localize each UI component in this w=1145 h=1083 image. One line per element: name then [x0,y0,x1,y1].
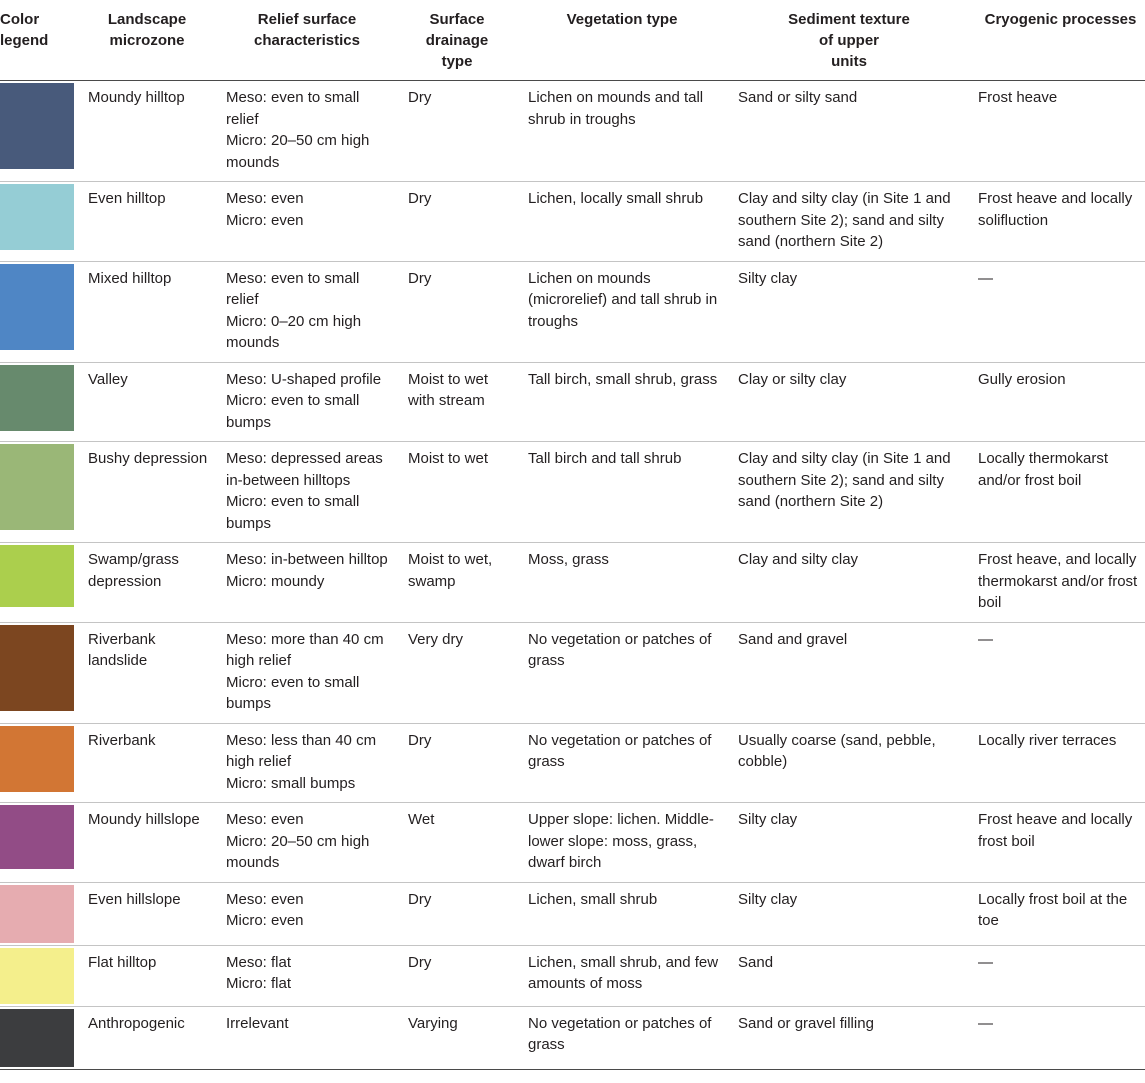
header-vegetation-type: Vegetation type [516,0,728,81]
color-swatch [0,625,74,711]
relief-line: Meso: even [226,811,304,828]
header-cryogenic-processes: Cryogenic processes [970,0,1145,81]
relief-line: Meso: depressed areas in-between hilltops [226,450,383,489]
vegetation-cell: Lichen, small shrub, and few amounts of moss [516,945,728,1006]
drainage-cell: Dry [398,945,516,1006]
sediment-cell: Sand or gravel filling [728,1006,970,1069]
relief-line: Meso: even to small relief [226,89,360,128]
drainage-cell: Moist to wet with stream [398,362,516,442]
relief-line: Micro: 0–20 cm high mounds [226,312,362,351]
sediment-cell: Sand and gravel [728,622,970,723]
table-row [0,622,1145,723]
sediment-cell: Silty clay [728,803,970,883]
color-legend-cell [0,182,78,262]
relief-cell [216,261,398,362]
table-row [0,803,1145,883]
sediment-cell: Silty clay [728,882,970,945]
relief-line: Micro: even to small bumps [226,493,360,532]
color-legend-cell [0,81,78,182]
drainage-cell: Moist to wet, swamp [398,543,516,623]
color-swatch [0,885,74,943]
relief-line: Meso: even [226,190,304,207]
relief-line: Micro: even to small bumps [226,392,360,431]
vegetation-cell: No vegetation or patches of grass [516,723,728,803]
color-legend-cell [0,1006,78,1069]
color-swatch [0,948,74,1004]
microzone-cell: Riverbank [78,723,216,803]
relief-cell [216,81,398,182]
color-legend-cell [0,945,78,1006]
microzone-cell: Mixed hilltop [78,261,216,362]
relief-cell [216,362,398,442]
table-row [0,882,1145,945]
drainage-cell: Dry [398,81,516,182]
drainage-cell: Dry [398,182,516,262]
sediment-cell: Clay and silty clay [728,543,970,623]
cryogenic-cell: Gully erosion [970,362,1145,442]
cryogenic-cell: — [970,622,1145,723]
color-legend-cell [0,442,78,543]
microzone-cell: Even hilltop [78,182,216,262]
table-row [0,945,1145,1006]
drainage-cell: Wet [398,803,516,883]
color-swatch [0,264,74,350]
color-swatch [0,545,74,607]
sediment-cell: Sand [728,945,970,1006]
microzone-cell: Valley [78,362,216,442]
vegetation-cell: Lichen, small shrub [516,882,728,945]
drainage-cell: Moist to wet [398,442,516,543]
vegetation-cell: Lichen, locally small shrub [516,182,728,262]
relief-line: Meso: more than 40 cm high relief [226,630,384,669]
header-color-legend: Color legend [0,0,78,81]
microzone-cell: Moundy hillslope [78,803,216,883]
sediment-cell: Silty clay [728,261,970,362]
sediment-cell: Usually coarse (sand, pebble, cobble) [728,723,970,803]
header-surface-drainage: Surface drainage type [398,0,516,81]
cryogenic-cell: Locally river terraces [970,723,1145,803]
color-swatch [0,805,74,869]
relief-cell [216,543,398,623]
relief-line: Meso: U-shaped profile [226,370,382,388]
relief-line: Micro: even [226,912,304,929]
table-row [0,182,1145,262]
vegetation-cell: No vegetation or patches of grass [516,622,728,723]
vegetation-cell: Moss, grass [516,543,728,623]
table-header [0,0,1145,81]
relief-line: Irrelevant [226,1014,289,1032]
cryogenic-cell: Frost heave and locally solifluction [970,182,1145,262]
vegetation-cell: Tall birch, small shrub, grass [516,362,728,442]
relief-cell [216,182,398,262]
header-sediment-texture: Sediment texture of upper units [728,0,970,81]
table-row [0,362,1145,442]
header-relief-surface: Relief surface characteristics [216,0,398,81]
table-row [0,261,1145,362]
header-row [0,0,1145,81]
drainage-cell: Dry [398,882,516,945]
color-legend-cell [0,882,78,945]
drainage-cell: Varying [398,1006,516,1069]
table-row [0,442,1145,543]
relief-cell [216,945,398,1006]
color-swatch [0,83,74,169]
cryogenic-cell: Locally frost boil at the toe [970,882,1145,945]
microzone-cell: Moundy hilltop [78,81,216,182]
relief-cell [216,882,398,945]
relief-cell [216,723,398,803]
microzone-cell: Flat hilltop [78,945,216,1006]
microzone-cell: Anthropogenic [78,1006,216,1069]
relief-line: Meso: even [226,890,304,908]
header-landscape-microzone: Landscape microzone [78,0,216,81]
cryogenic-cell: Locally thermokarst and/or frost boil [970,442,1145,543]
color-swatch [0,1009,74,1067]
cryogenic-cell: Frost heave, and locally thermokarst and/or frost boil [970,543,1145,623]
sediment-cell: Clay and silty clay (in Site 1 and southern Site 2); sand and silty sand (northern Site 2) [728,442,970,543]
vegetation-cell: Tall birch and tall shrub [516,442,728,543]
relief-line: Meso: less than 40 cm high relief [226,731,377,770]
microzone-cell: Swamp/grass depression [78,543,216,623]
drainage-cell: Dry [398,261,516,362]
relief-cell [216,442,398,543]
table-row [0,1006,1145,1069]
color-swatch [0,444,74,530]
relief-line: Micro: even to small bumps [226,673,360,712]
table-row [0,723,1145,803]
cryogenic-cell: — [970,945,1145,1006]
color-legend-cell [0,362,78,442]
relief-line: Meso: even to small relief [226,269,360,308]
color-legend-cell [0,261,78,362]
vegetation-cell: Upper slope: lichen. Middle-lower slope: moss, grass, dwarf birch [516,803,728,883]
table-body [0,81,1145,1070]
relief-line: Meso: in-between hilltop [226,551,388,568]
relief-line: Micro: flat [226,975,292,992]
microzone-cell: Riverbank landslide [78,622,216,723]
cryogenic-cell: Frost heave and locally frost boil [970,803,1145,883]
color-swatch [0,184,74,250]
color-swatch [0,726,74,792]
table-row [0,543,1145,623]
relief-line: Micro: moundy [226,572,325,590]
relief-line: Micro: 20–50 cm high mounds [226,832,370,871]
color-swatch [0,365,74,431]
sediment-cell: Clay and silty clay (in Site 1 and southern Site 2); sand and silty sand (northern Site 2) [728,182,970,262]
relief-cell [216,803,398,883]
sediment-cell: Sand or silty sand [728,81,970,182]
vegetation-cell: Lichen on mounds and tall shrub in troughs [516,81,728,182]
cryogenic-cell: Frost heave [970,81,1145,182]
vegetation-cell: No vegetation or patches of grass [516,1006,728,1069]
vegetation-cell: Lichen on mounds (microrelief) and tall shrub in troughs [516,261,728,362]
relief-line: Meso: flat [226,953,292,971]
drainage-cell: Very dry [398,622,516,723]
color-legend-cell [0,622,78,723]
table-row [0,81,1145,182]
cryogenic-cell: — [970,261,1145,362]
relief-line: Micro: even [226,211,304,229]
relief-line: Micro: 20–50 cm high mounds [226,132,370,171]
color-legend-cell [0,803,78,883]
relief-cell [216,622,398,723]
color-legend-cell [0,723,78,803]
cryogenic-cell: — [970,1006,1145,1069]
relief-line: Micro: small bumps [226,774,356,792]
sediment-cell: Clay or silty clay [728,362,970,442]
microzone-cell: Bushy depression [78,442,216,543]
color-legend-cell [0,543,78,623]
relief-cell [216,1006,398,1069]
microzone-cell: Even hillslope [78,882,216,945]
drainage-cell: Dry [398,723,516,803]
